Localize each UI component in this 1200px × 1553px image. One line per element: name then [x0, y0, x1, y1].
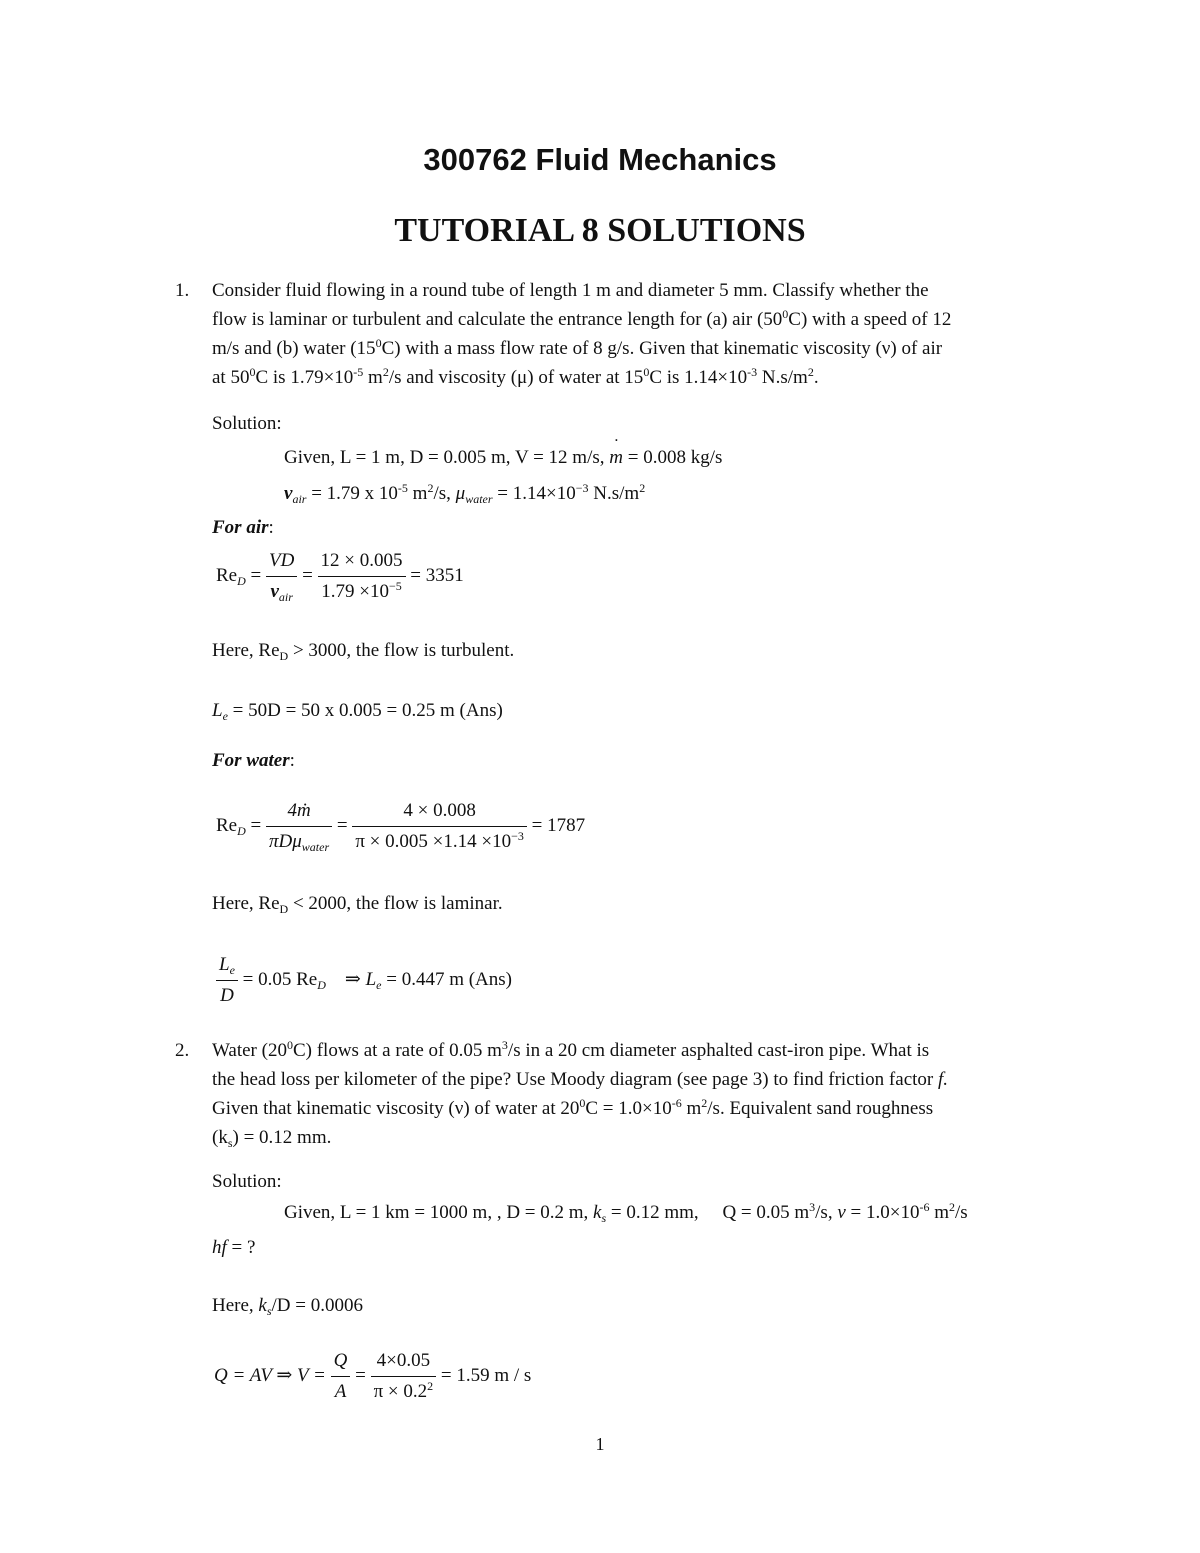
q1-line-2: flow is laminar or turbulent and calculate the entrance length for (a) air $(50^0C)$ with a speed of 12: [212, 307, 952, 330]
q2-solution-label: Solution:: [212, 1171, 282, 1192]
question-2-number: 2.: [175, 1040, 190, 1061]
relative-roughness: Here, $k_s/D = 0.0006$: [212, 1295, 363, 1318]
le-over-d-fraction: $\frac{L_e}{D}$: [216, 950, 238, 1011]
q2-given-line: Given, L = 1 km = 1000 m, , D = 0.2 m, $k_s = 0.12$ mm, Q = 0.05 $m^3/s$, $\nu = 1.0\times 10^{-6}$ $m^2/s$: [284, 1200, 968, 1225]
water-conclusion: Here, $Re_D < 2000$, the flow is laminar.: [212, 893, 503, 916]
q2-line-2: the head loss per kilometer of the pipe? Use Moody diagram (see page 3) to find friction factor f.: [212, 1069, 949, 1090]
page-number: 1: [595, 1434, 605, 1454]
course-title: 300762 Fluid Mechanics: [423, 142, 777, 177]
q1-line-4: at $50^0C$ is $1.79\times 10^{-5}$ $m^2/s$ and viscosity (μ) of water at $15^0C$ is $1.14\times 10^{-3}$ $N.s/m^2$.: [212, 365, 819, 388]
air-reynolds-equation: $Re_D$ = $\frac{VD}{\nu_{air}}$ = $\frac{12 \times 0.005}{1.79 \times 10^{-5}}$ = 3351: [216, 546, 464, 607]
air-fraction-numeric: $\frac{12 \times 0.005}{1.79 \times 10^{-5}}$: [318, 546, 406, 607]
question-1-number: 1.: [175, 280, 190, 301]
water-fraction-numeric: $\frac{4 \times 0.008}{\pi \times 0.005 \times 1.14 \times 10^{-3}}$: [352, 796, 527, 857]
q2-line-1: Water $(20^0C)$ flows at a rate of 0.05 $m^3/s$ in a 20 cm diameter asphalted cast-iron pipe. What is: [212, 1038, 930, 1061]
head-loss-unknown: hf = ?: [212, 1237, 256, 1258]
question-2-text: [212, 1036, 1062, 1152]
for-water-heading: For water:: [212, 750, 295, 771]
q1-given-line-2: $\nu_{air} = 1.79$ x $10^{-5}$ $m^2/s$, $\mu_{water} = 1.14\times 10^{-3}$ $N.s/m^2$: [284, 481, 646, 506]
air-entrance-length: $L_e = 50D = 50$ x 0.005 = 0.25 m (Ans): [212, 700, 503, 723]
water-entrance-length: $\frac{L_e}{D}$ = 0.05 $Re_D$ ⇒ $L_e = 0.447$ m (Ans): [216, 950, 512, 1011]
water-fraction-symbolic: $\frac{\text{4ṁ}}{\pi D\mu_{water}}$: [266, 796, 332, 857]
q-over-a-fraction: $\frac{Q}{A}$: [331, 1346, 351, 1407]
for-air-heading: For air:: [212, 517, 274, 538]
air-conclusion: Here, $Re_D > 3000$, the flow is turbulent.: [212, 640, 515, 663]
q1-given-line-1: Given, L = 1 m, D = 0.005 m, V = 12 m/s, ˙ m = 0.008 kg/s: [284, 447, 722, 469]
q1-line-1: Consider fluid flowing in a round tube of length 1 m and diameter 5 mm. Classify whether the: [212, 280, 929, 301]
q1-solution-label: Solution:: [212, 413, 282, 434]
q1-line-3: m/s and (b) water $(15^0C)$ with a mass flow rate of 8 g/s. Given that kinematic viscosity (ν) of air: [212, 336, 943, 359]
q2-line-4: $(k_s) = 0.12$ mm.: [212, 1127, 332, 1150]
velocity-equation: Q = AV ⇒ V = $\frac{Q}{A}$ = $\frac{4\times 0.05}{\pi \times 0.2^2}$ = 1.59 m / s: [214, 1346, 531, 1407]
q2-line-3: Given that kinematic viscosity (ν) of water at $20^0C = 1.0\times 10^{-6}$ $m^2/s$. Equivalent sand roughness: [212, 1096, 934, 1119]
air-fraction-vd: $\frac{VD}{\nu_{air}}$: [266, 546, 297, 607]
velocity-numeric-fraction: $\frac{4\times 0.05}{\pi \times 0.2^2}$: [371, 1346, 437, 1407]
water-reynolds-equation: $Re_D$ = $\frac{\text{4ṁ}}{\pi D\mu_{water}}$ = $\frac{4 \times 0.008}{\pi \times 0.005 \times 1.14 \times 10^{-3}}$ = 1787: [216, 796, 585, 857]
question-1-text: [212, 276, 1062, 392]
tutorial-title: TUTORIAL 8 SOLUTIONS: [394, 212, 806, 249]
